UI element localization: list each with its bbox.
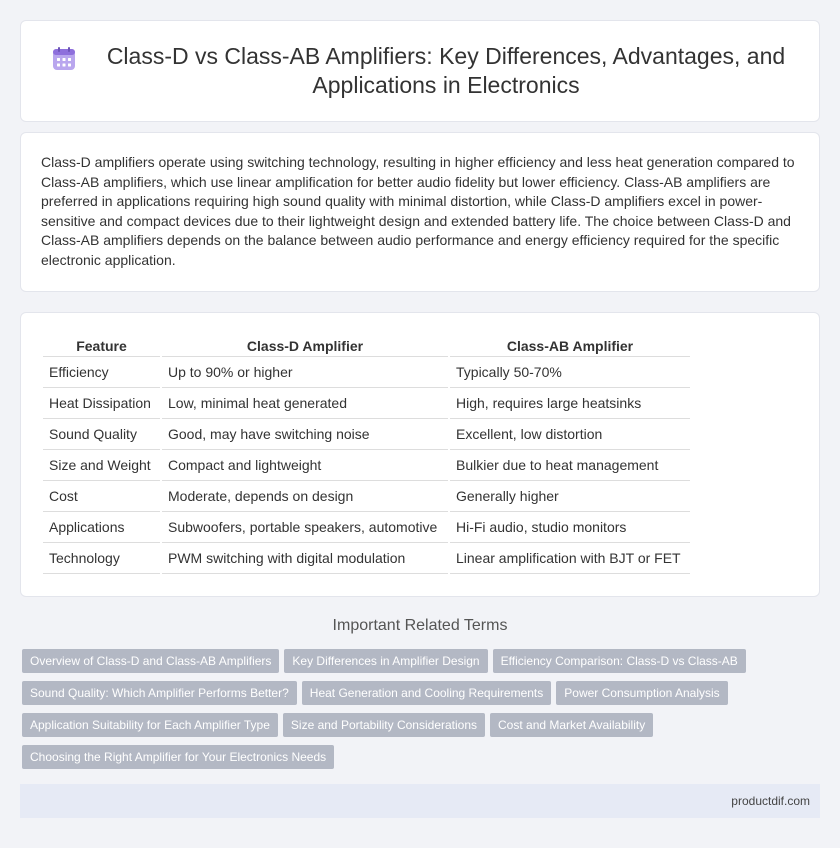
table-header-row xyxy=(43,331,690,357)
related-term-tag[interactable]: Efficiency Comparison: Class-D vs Class-AB xyxy=(493,649,746,673)
page-title: Class-D vs Class-AB Amplifiers: Key Differences, Advantages, and Applications in Electronics xyxy=(106,43,786,98)
cell-feature: Size and Weight xyxy=(43,450,160,481)
cell-class-ab: Bulkier due to heat management xyxy=(450,450,690,481)
related-term-tag[interactable]: Sound Quality: Which Amplifier Performs Better? xyxy=(22,681,297,705)
header-class-d: Class-D Amplifier xyxy=(162,331,448,357)
footer-site-link[interactable]: productdif.com xyxy=(731,794,810,808)
related-terms-title: Important Related Terms xyxy=(332,617,508,634)
table-row xyxy=(43,388,690,419)
table-row xyxy=(43,481,690,512)
cell-feature: Applications xyxy=(43,512,160,543)
cell-feature: Sound Quality xyxy=(43,419,160,450)
related-term-tag[interactable]: Heat Generation and Cooling Requirements xyxy=(302,681,551,705)
header-feature: Feature xyxy=(43,331,160,357)
related-term-tag[interactable]: Size and Portability Considerations xyxy=(283,713,485,737)
related-term-tag[interactable]: Cost and Market Availability xyxy=(490,713,653,737)
summary-card xyxy=(20,132,820,292)
cell-class-d: Compact and lightweight xyxy=(162,450,448,481)
cell-class-d: Subwoofers, portable speakers, automotive xyxy=(162,512,448,543)
footer xyxy=(20,784,820,818)
related-terms-list xyxy=(22,649,822,777)
table-row xyxy=(43,543,690,574)
table-row xyxy=(43,419,690,450)
related-term-tag[interactable]: Power Consumption Analysis xyxy=(556,681,727,705)
cell-class-d: Low, minimal heat generated xyxy=(162,388,448,419)
summary-text: Class-D amplifiers operate using switching technology, resulting in higher efficiency and less heat generation compared to Class-AB amplifiers, which use linear amplification for better audio fidelity but lower efficiency. Class-AB amplifiers are preferred in applications requiring high sound quality with minimal distortion, while Class-D amplifiers excel in power-sensitive and compact devices due to their lightweight design and extended battery life. The choice between Class-D and Class-AB amplifiers depends on the balance between audio performance and energy efficiency required for the specific electronic application. xyxy=(41,154,795,268)
calendar-grid-icon xyxy=(51,46,77,72)
comparison-table-card xyxy=(20,312,820,597)
cell-class-ab: Hi-Fi audio, studio monitors xyxy=(450,512,690,543)
cell-class-d: PWM switching with digital modulation xyxy=(162,543,448,574)
cell-class-ab: Linear amplification with BJT or FET xyxy=(450,543,690,574)
header-class-ab: Class-AB Amplifier xyxy=(450,331,690,357)
cell-feature: Technology xyxy=(43,543,160,574)
cell-class-d: Moderate, depends on design xyxy=(162,481,448,512)
table-row xyxy=(43,450,690,481)
cell-feature: Cost xyxy=(43,481,160,512)
cell-class-d: Good, may have switching noise xyxy=(162,419,448,450)
cell-class-ab: Generally higher xyxy=(450,481,690,512)
header-card xyxy=(20,20,820,122)
cell-class-ab: Typically 50-70% xyxy=(450,357,690,388)
related-term-tag[interactable]: Key Differences in Amplifier Design xyxy=(284,649,487,673)
related-term-tag[interactable]: Overview of Class-D and Class-AB Amplifiers xyxy=(22,649,279,673)
table-row xyxy=(43,357,690,388)
related-term-tag[interactable]: Application Suitability for Each Amplifier Type xyxy=(22,713,278,737)
cell-class-ab: Excellent, low distortion xyxy=(450,419,690,450)
cell-feature: Heat Dissipation xyxy=(43,388,160,419)
cell-feature: Efficiency xyxy=(43,357,160,388)
cell-class-d: Up to 90% or higher xyxy=(162,357,448,388)
related-term-tag[interactable]: Choosing the Right Amplifier for Your Electronics Needs xyxy=(22,745,334,769)
cell-class-ab: High, requires large heatsinks xyxy=(450,388,690,419)
comparison-table xyxy=(41,331,692,574)
table-row xyxy=(43,512,690,543)
